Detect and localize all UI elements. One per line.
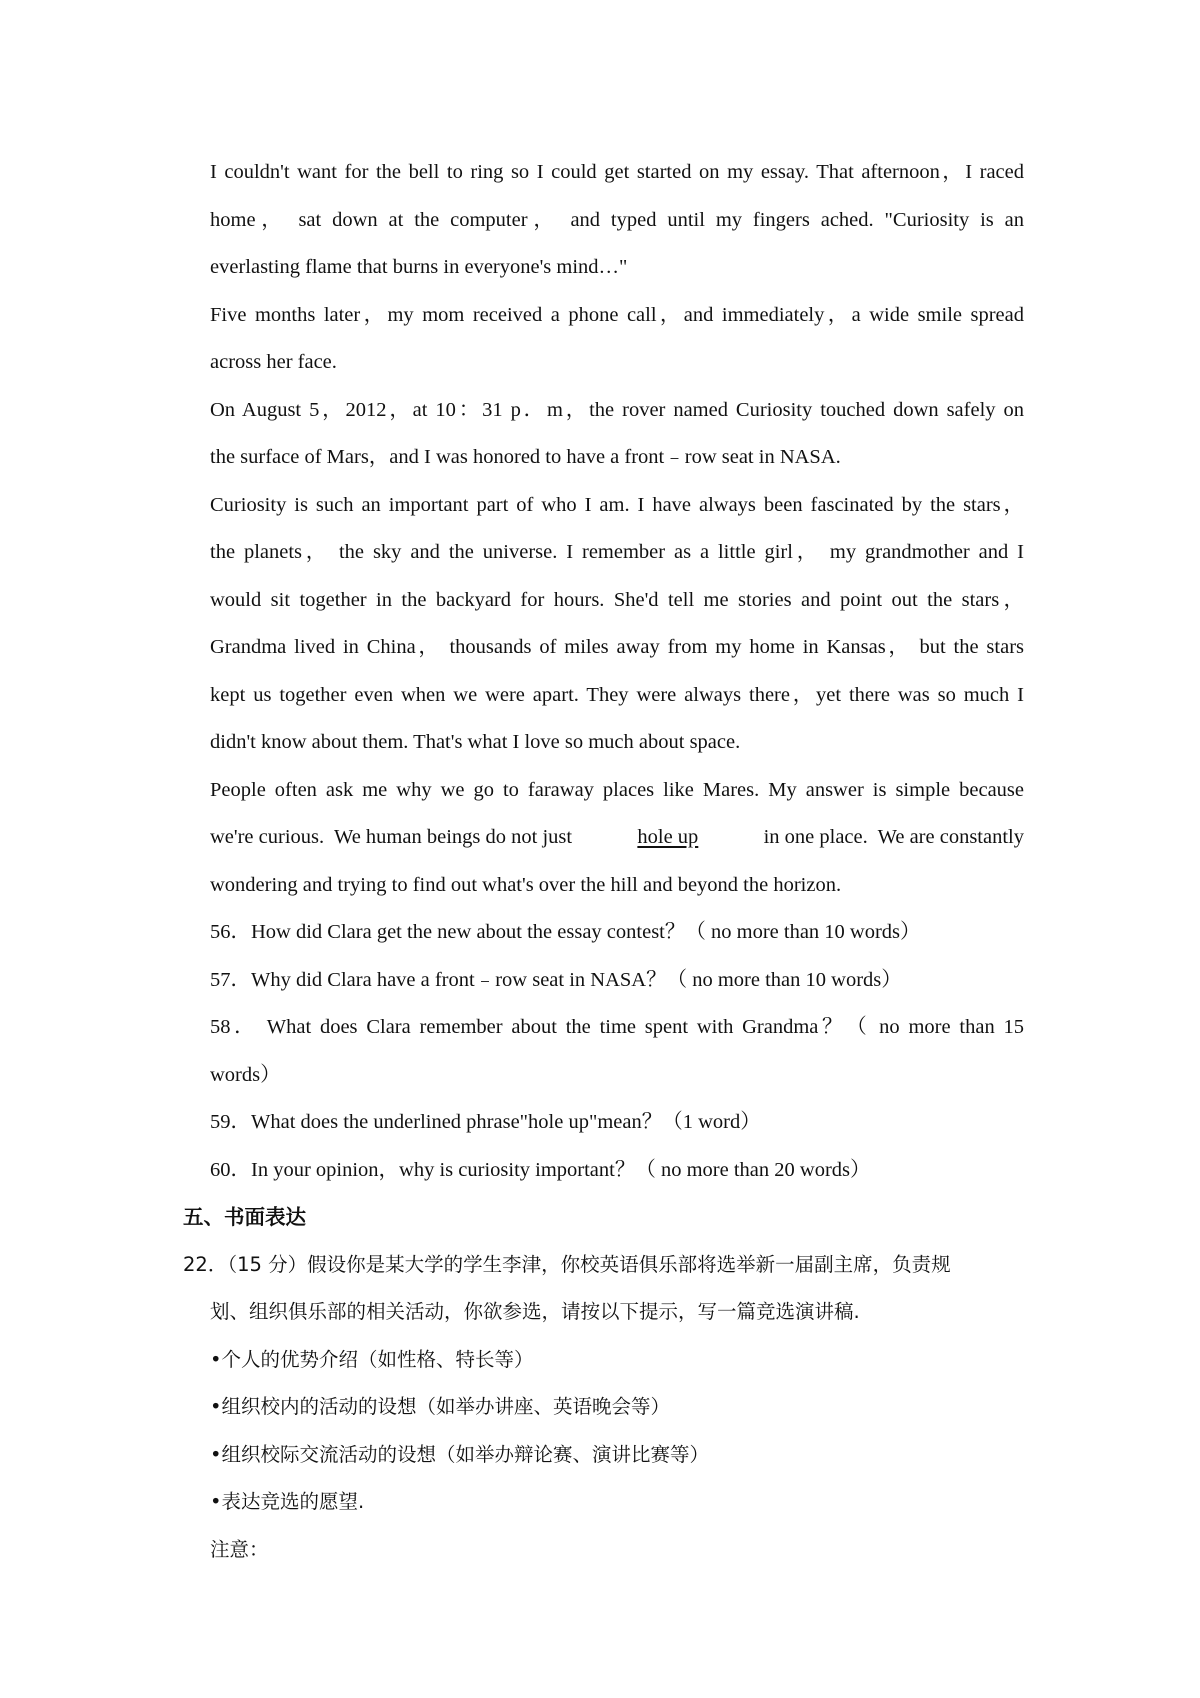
passage-p2-line1: Five months later，my mom received a phone call，and immediately，a wide smile spread — [210, 304, 1024, 326]
passage-p1-line3: everlasting flame that burns in everyone's mind…" — [210, 256, 628, 278]
question-22-line1: 22．（15 分）假设你是某大学的学生李津，你校英语俱乐部将选举新一届副主席，负责规 — [183, 1253, 951, 1276]
passage-p4-line5: kept us together even when we were apart. They were always there，yet there was so much I — [210, 684, 1024, 706]
section-heading: 五、书面表达 — [183, 1205, 306, 1229]
passage-p4-line6: didn't know about them. That's what I love so much about space. — [210, 731, 741, 753]
passage-p4-line4: Grandma lived in China， thousands of miles away from my home in Kansas， but the stars — [210, 636, 1024, 658]
question-22-line2: 划、组织俱乐部的相关活动，你欲参选，请按以下提示，写一篇竞选演讲稿. — [210, 1300, 860, 1323]
question-58-line2: words） — [210, 1064, 281, 1086]
passage-p3-line1: On August 5，2012，at 10：31 p．m，the rover named Curiosity touched down safely on — [210, 399, 1024, 421]
underlined-phrase: hole up — [637, 826, 699, 848]
note-label: 注意： — [210, 1538, 269, 1561]
passage-p2-line2: across her face. — [210, 351, 337, 373]
question-59: 59．What does the underlined phrase"hole up"mean？（1 word） — [210, 1111, 761, 1133]
prompt-bullet-1: •个人的优势介绍（如性格、特长等） — [210, 1348, 534, 1371]
passage-p4-line2: the planets， the sky and the universe. I remember as a little girl， my grandmother and I — [210, 541, 1024, 563]
question-60: 60．In your opinion，why is curiosity important？（ no more than 20 words） — [210, 1159, 871, 1181]
passage-p5-line2 — [210, 823, 1024, 851]
passage-p4-line1: Curiosity is such an important part of who I am. I have always been fascinated by the stars， — [210, 494, 1024, 516]
passage-p3-line2: the surface of Mars，and I was honored to have a front﹣row seat in NASA. — [210, 446, 841, 468]
passage-p5-line2-start: we're curious. We human beings do not just — [210, 826, 578, 848]
question-58-line1: 58． What does Clara remember about the time spent with Grandma？（ no more than 15 — [210, 1016, 1024, 1038]
passage-p5-line1: People often ask me why we go to faraway places like Mares. My answer is simple because — [210, 779, 1024, 801]
question-56: 56．How did Clara get the new about the essay contest？（ no more than 10 words） — [210, 921, 921, 943]
question-57: 57．Why did Clara have a front﹣row seat in NASA？（ no more than 10 words） — [210, 969, 902, 991]
prompt-bullet-4: •表达竞选的愿望. — [210, 1490, 365, 1513]
passage-p1-line2: home， sat down at the computer， and typed until my fingers ached. "Curiosity is an — [210, 209, 1024, 231]
passage-p5-line2-end: in one place. We are constantly — [758, 826, 1024, 848]
passage-p1-line1: I couldn't want for the bell to ring so I could get started on my essay. That afternoon，I raced — [210, 161, 1024, 183]
prompt-bullet-3: •组织校际交流活动的设想（如举办辩论赛、演讲比赛等） — [210, 1443, 710, 1466]
passage-p4-line3: would sit together in the backyard for hours. She'd tell me stories and point out the stars， — [210, 589, 1024, 611]
passage-p5-line3: wondering and trying to find out what's over the hill and beyond the horizon. — [210, 874, 842, 896]
prompt-bullet-2: •组织校内的活动的设想（如举办讲座、英语晚会等） — [210, 1395, 671, 1418]
